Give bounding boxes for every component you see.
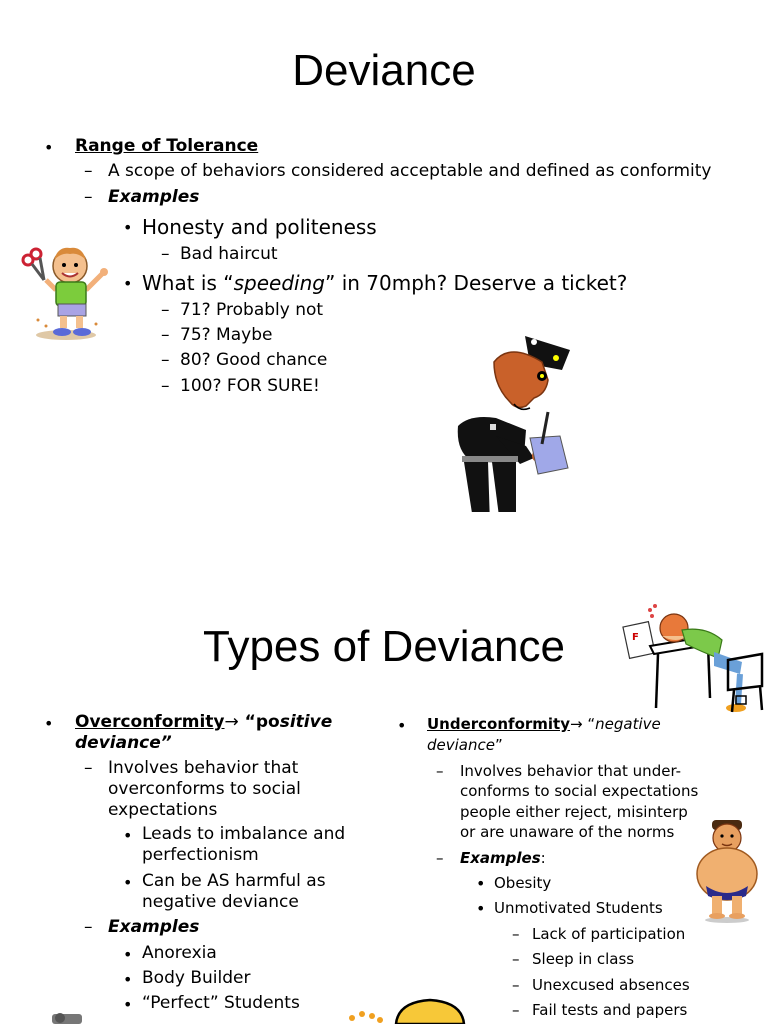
underconformity-desc: or are unaware of the norms — [460, 823, 675, 841]
bullet-icon: • — [44, 138, 54, 157]
sub-example-item: Unexcused absences — [532, 976, 690, 994]
bullet-icon: • — [123, 995, 133, 1014]
sleeping-student-clipart — [622, 600, 768, 718]
as-harmful-item: Can be AS harmful as — [142, 871, 326, 891]
dash-icon: – — [161, 244, 170, 264]
dash-icon: – — [84, 187, 93, 207]
dash-icon: – — [161, 350, 170, 370]
dash-icon: – — [436, 762, 444, 780]
dash-icon: – — [84, 161, 93, 181]
sub-example-item: Fail tests and papers — [532, 1001, 688, 1019]
example-item: “Perfect” Students — [142, 993, 300, 1013]
dash-icon: – — [512, 950, 520, 968]
overconformity-desc: Involves behavior that — [108, 758, 299, 778]
dash-icon: – — [161, 325, 170, 345]
leads-to-imbalance: Leads to imbalance and — [142, 824, 346, 844]
dumbbell-clipart-partial — [46, 1010, 92, 1024]
overweight-man-clipart — [688, 816, 766, 924]
speeding-question: What is “speeding” in 70mph? Deserve a ticket? — [142, 271, 628, 295]
police-officer-clipart — [430, 328, 580, 512]
dash-icon: – — [512, 925, 520, 943]
bullet-icon: • — [123, 274, 133, 293]
example-item: Anorexia — [142, 943, 217, 963]
as-harmful-item: negative deviance — [142, 892, 299, 912]
examples-label: Examples: — [460, 849, 546, 867]
dash-icon: – — [84, 917, 93, 937]
dash-icon: – — [84, 758, 93, 778]
speed-item: 80? Good chance — [180, 350, 328, 370]
bullet-icon: • — [123, 218, 133, 237]
bullet-icon: • — [123, 873, 133, 892]
underconformity-desc: people either reject, misinterp — [460, 803, 688, 821]
scope-definition: A scope of behaviors considered acceptable and defined as conformity — [108, 161, 712, 181]
slide-types-of-deviance — [0, 512, 768, 1024]
underconformity-heading: Underconformity→ “negative — [427, 715, 661, 733]
leads-to-imbalance: perfectionism — [142, 845, 259, 865]
honesty-item: Honesty and politeness — [142, 215, 377, 239]
slide-title: Deviance — [292, 46, 476, 95]
bullet-icon: • — [476, 874, 486, 893]
range-of-tolerance-heading: Range of Tolerance — [75, 136, 259, 156]
bad-haircut-item: Bad haircut — [180, 244, 278, 264]
bullet-icon: • — [123, 945, 133, 964]
examples-label: Examples — [108, 917, 200, 937]
slide-title: Types of Deviance — [203, 622, 565, 671]
sub-example-item: Lack of participation — [532, 925, 686, 943]
underconformity-desc: conforms to social expectations — [460, 782, 699, 800]
bullet-icon: • — [476, 899, 486, 918]
speed-item: 100? FOR SURE! — [180, 376, 320, 396]
underconformity-desc: Involves behavior that under- — [460, 762, 682, 780]
speed-item: 71? Probably not — [180, 300, 324, 320]
emoji-face-clipart-partial — [340, 998, 470, 1024]
svg-text:F: F — [632, 632, 639, 643]
negative-deviance-label: deviance” — [427, 736, 503, 754]
overconformity-desc: expectations — [108, 800, 218, 820]
sub-example-item: Sleep in class — [532, 950, 635, 968]
overconformity-desc: overconforms to social — [108, 779, 301, 799]
example-item: Obesity — [494, 874, 552, 892]
bullet-icon: • — [44, 714, 54, 733]
example-item: Unmotivated Students — [494, 899, 663, 917]
example-item: Body Builder — [142, 968, 251, 988]
speed-item: 75? Maybe — [180, 325, 273, 345]
kid-with-scissors-clipart — [18, 240, 113, 342]
overconformity-heading: Overconformity→ “positive — [75, 712, 333, 732]
examples-label: Examples — [108, 187, 200, 207]
dash-icon: – — [161, 300, 170, 320]
dash-icon: – — [512, 1001, 520, 1019]
bullet-icon: • — [123, 826, 133, 845]
dash-icon: – — [161, 376, 170, 396]
bullet-icon: • — [123, 970, 133, 989]
positive-deviance-label: deviance” — [75, 733, 172, 753]
dash-icon: – — [512, 976, 520, 994]
bullet-icon: • — [397, 716, 407, 735]
dash-icon: – — [436, 849, 444, 867]
